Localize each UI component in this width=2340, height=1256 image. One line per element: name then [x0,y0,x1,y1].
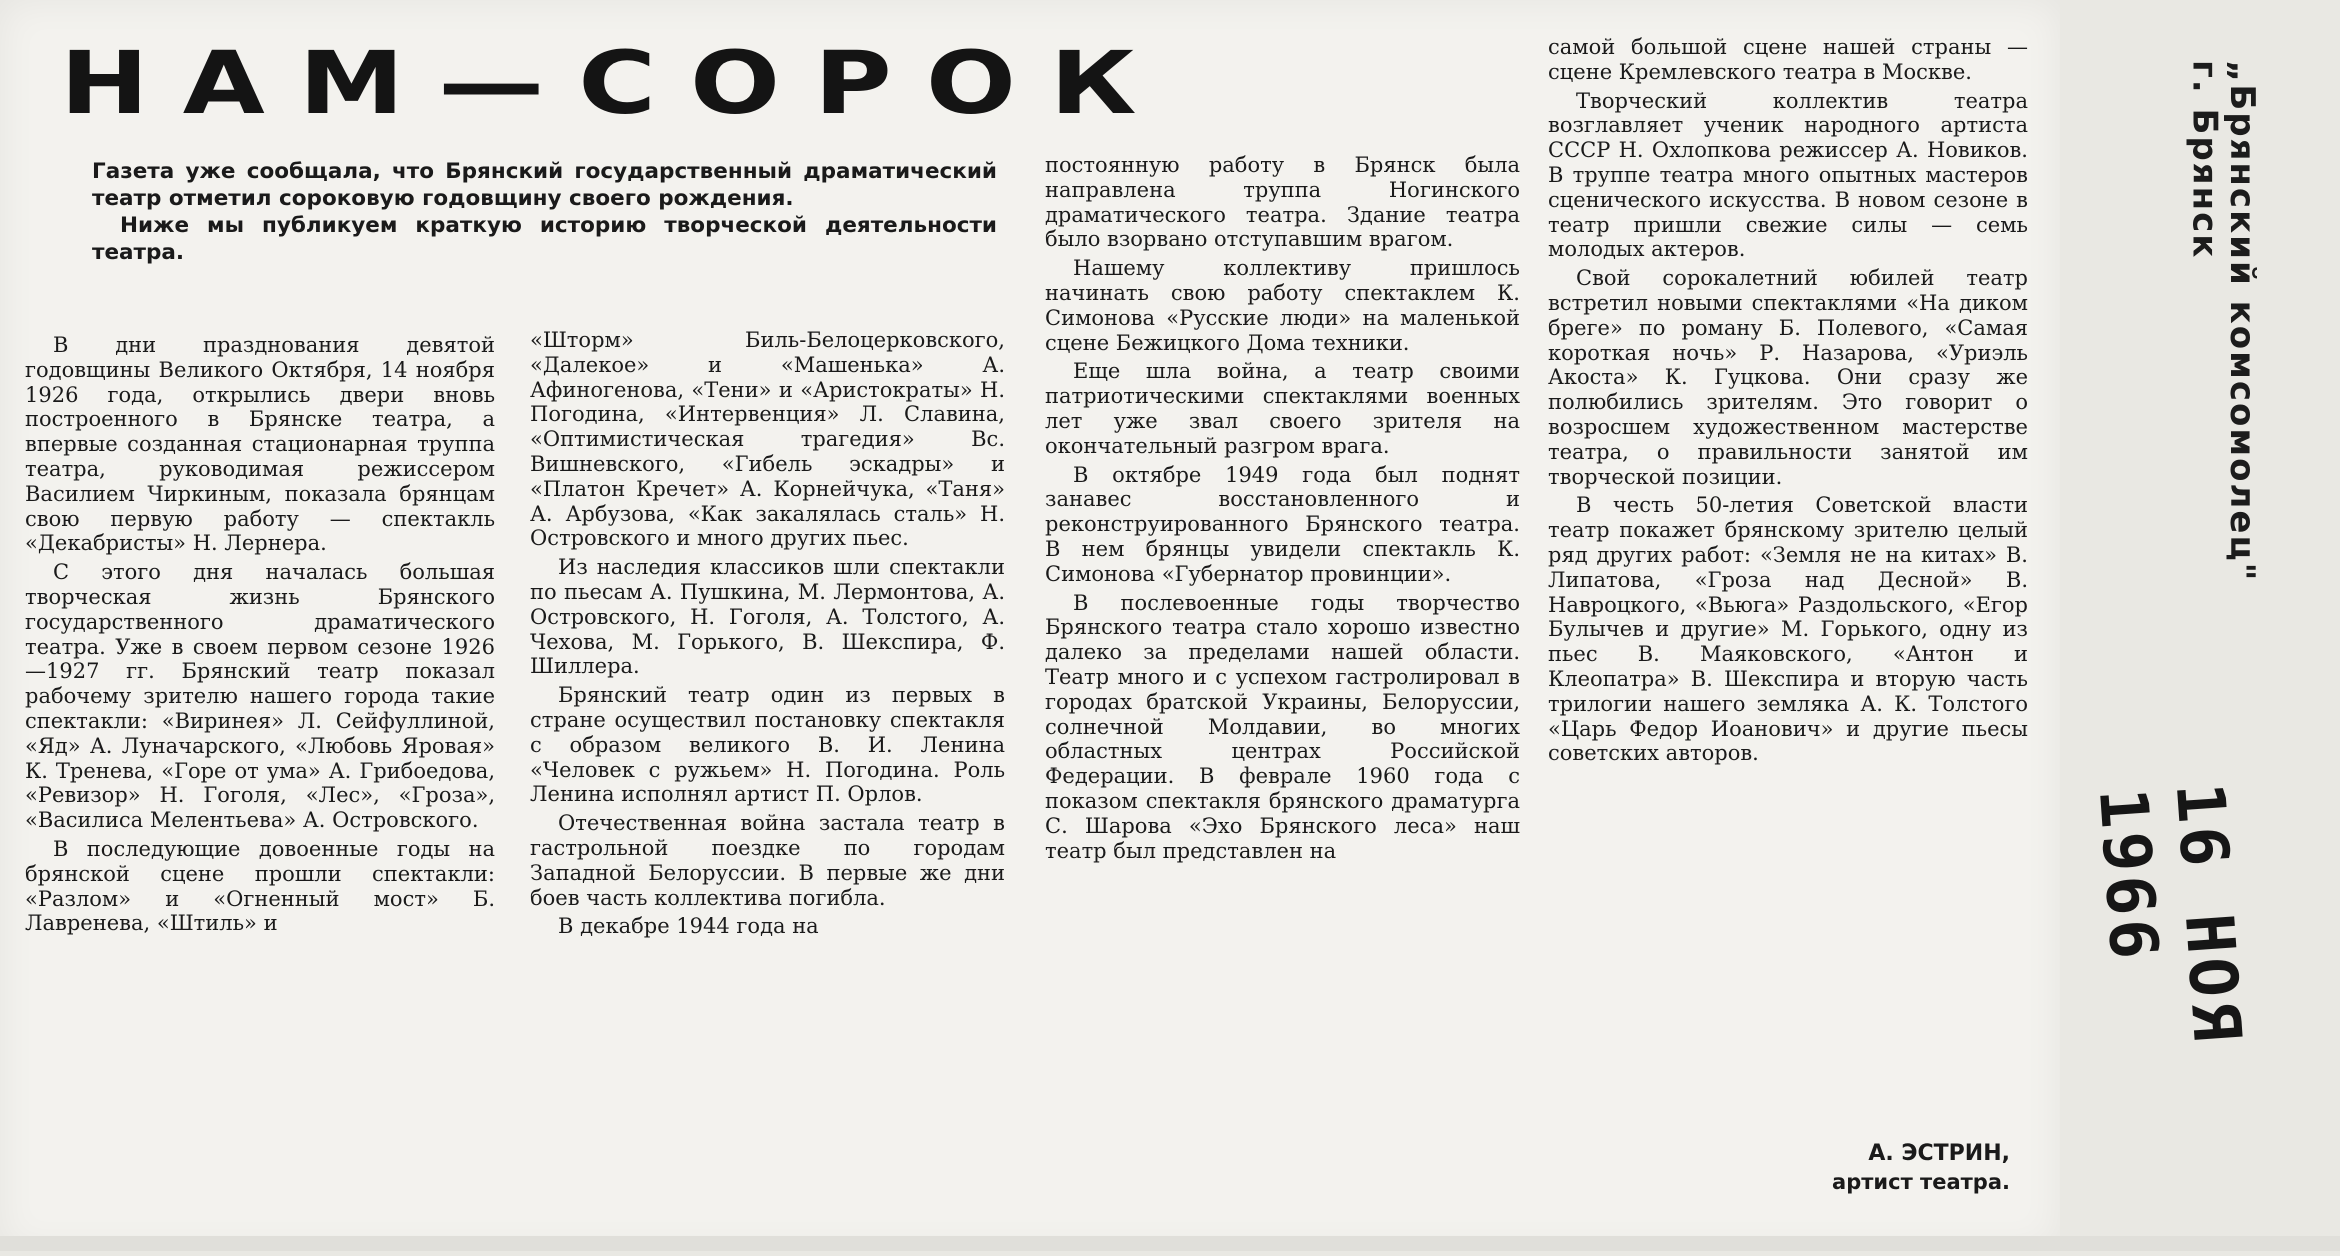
author-role: артист театра. [1832,1170,2010,1194]
article-column-1 [25,333,495,940]
date-stamp: 16 НОЯ 1966 [2083,780,2256,1048]
headline: НАМ—СОРОК [60,32,1171,134]
author-name: А. ЭСТРИН, [1868,1141,2010,1166]
article-column-2 [530,328,1005,943]
article-paragraph: Из наследия классиков шли спектакли по пьесам А. Пушкина, М. Лермонтова, А. Островского, Н. Гоголя, А. Толстого, А. Чехова, М. Горького, В. Шекспира, Ф. Шиллера. [530,555,1005,679]
article-paragraph: постоянную работу в Брянск была направлена труппа Ногинского драматического театра. Здание театра было взорвано отступавшим врагом. [1045,153,1520,252]
lead-paragraph [92,158,997,266]
article-paragraph: В октябре 1949 года был поднят занавес восстановленного и реконструированного Брянского театра. В нем брянцы увидели спектакль К. Симонова «Губернатор провинции». [1045,462,1520,586]
author-signature [1832,1140,2010,1196]
article-paragraph: В дни празднования девятой годовщины Великого Октября, 14 ноября 1926 года, открылись двери вновь построенного в Брянске театра, а впервые созданная стационарная труппа театра, руководимая режиссером Василием Чиркиным, показала брянцам свою первую работу — спектакль «Декабристы» Н. Лернера. [25,333,495,556]
article-paragraph: Творческий коллектив театра возглавляет ученик народного артиста СССР Н. Охлопкова режиссер А. Новиков. В труппе театра много опытных мастеров сценического искусства. В новом сезоне в театр пришли свежие силы — семь молодых актеров. [1548,88,2028,262]
article-paragraph: Еще шла война, а театр своими патриотическими спектаклями военных лет уже звал своего зрителя на окончательный разгром врага. [1045,359,1520,458]
article-paragraph: Брянский театр один из первых в стране осуществил постановку спектакля с образом великого В. И. Ленина «Человек с ружьем» Н. Погодина. Роль Ленина исполнял артист П. Орлов. [530,683,1005,807]
lead-line: Ниже мы публикуем краткую историю творческой деятельности театра. [92,213,997,265]
article-paragraph: В последующие довоенные годы на брянской сцене прошли спектакли: «Разлом» и «Огненный мост» Б. Лавренева, «Штиль» и [25,836,495,936]
article-paragraph: В послевоенные годы творчество Брянского театра стало хорошо известно далеко за пределами нашей области. Театр много и с успехом гастролировал в городах братской Украины, Белоруссии, солнечной Молдавии, во многих областных центрах Российской Федерации. В феврале 1960 года с показом спектакля брянского драматурга С. Шарова «Эхо Брянского леса» наш театр был представлен на [1045,590,1520,863]
paper-edge [0,1236,2340,1251]
article-paragraph: Нашему коллективу пришлось начинать свою работу спектаклем К. Симонова «Русские люди» на маленькой сцене Бежицкого Дома техники. [1045,256,1520,355]
article-paragraph: Свой сорокалетний юбилей театр встретил новыми спектаклями «На диком бреге» по роману Б. Полевого, «Самая короткая ночь» Р. Назарова, «Уриэль Акоста» К. Гуцкова. Они сразу же полюбились зрителям. Это говорит о возросшем художественном мастерстве театра, о правильности занятой им творческой позиции. [1548,266,2028,489]
article-column-3 [1045,153,1520,867]
source-stamp [2185,60,2260,582]
article-paragraph: самой большой сцене нашей страны — сцене Кремлевского театра в Москве. [1548,35,2028,84]
article-paragraph: Отечественная война застала театр в гастрольной поездке по городам Западной Белоруссии. В первые же дни боев часть коллектива погибла. [530,811,1005,910]
lead-line: Газета уже сообщала, что Брянский государственный драматический театр отметил сороковую годовщину своего рождения. [92,159,997,211]
article-paragraph: С этого дня началась большая творческая жизнь Брянского государственного драматического театра. Уже в своем первом сезоне 1926—1927 гг. Брянский театр показал рабочему зрителю нашего города такие спектакли: «Виринея» Л. Сейфуллиной, «Яд» А. Луначарского, «Любовь Яровая» К. Тренева, «Горе от ума» А. Грибоедова, «Ревизор» Н. Гоголя, «Лес», «Гроза», «Василиса Мелентьева» А. Островского. [25,560,495,833]
article-paragraph: В честь 50-летия Советской власти театр покажет брянскому зрителю целый ряд других работ: «Земля не на китах» В. Липатова, «Гроза над Десной» В. Навроцкого, «Вьюга» Раздольского, «Егор Булычев и другие» М. Горького, одну из пьес В. Маяковского, «Антон и Клеопатра» В. Шекспира и вторую часть трилогии нашего земляка А. К. Толстого «Царь Федор Иоанович» и другие пьесы советских авторов. [1548,493,2028,766]
article-column-4 [1548,35,2028,770]
source-paper: „Брянский комсомолец" [2221,60,2262,583]
article-paragraph: «Шторм» Биль-Белоцерковского, «Далекое» и «Машенька» А. Афиногенова, «Тени» и «Аристократы» Н. Погодина, «Интервенция» Л. Славина, «Оптимистическая трагедия» Вс. Вишневского, «Гибель эскадры» и «Платон Кречет» А. Корнейчука, «Таня» А. Арбузова, «Как закалялась сталь» Н. Островского и много других пьес. [530,328,1005,551]
article-paragraph: В декабре 1944 года на [558,914,819,939]
source-city: г. Брянск [2184,60,2225,260]
